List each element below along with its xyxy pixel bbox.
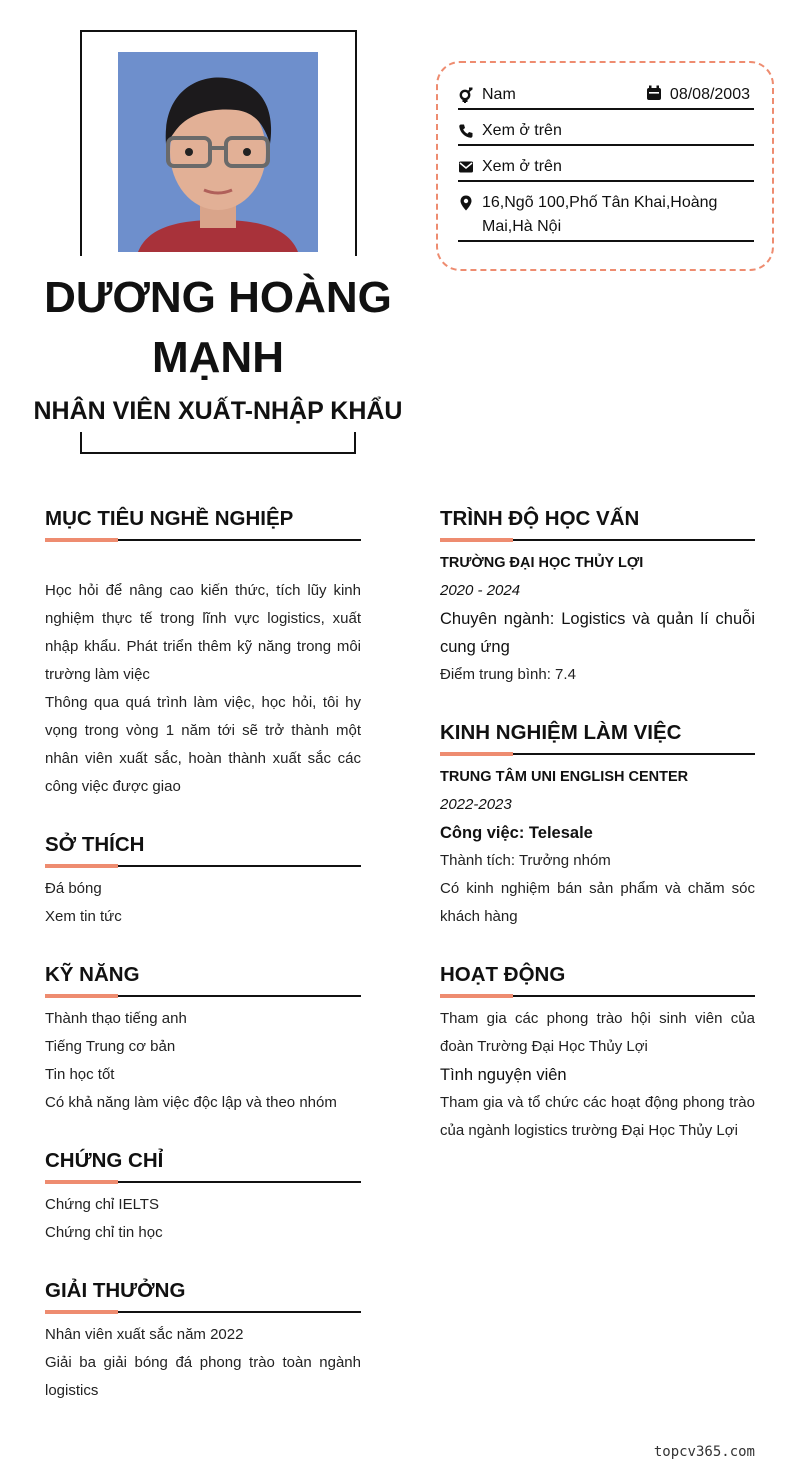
- skill-item: Có khả năng làm việc độc lập và theo nhóm: [45, 1094, 337, 1111]
- section-title: KỸ NĂNG: [45, 963, 140, 986]
- header-frame-bottom: [80, 432, 356, 454]
- award-item: Giải ba giải bóng đá phong trào toàn ngành logistics: [45, 1354, 361, 1399]
- section-activities: [440, 959, 755, 1145]
- section-career-objective: [45, 503, 361, 801]
- section-divider: [45, 539, 361, 541]
- candidate-name: DƯƠNG HOÀNG MẠNH: [44, 273, 392, 382]
- activity-item: Tham gia các phong trào hội sinh viên của đoàn Trường Đại Học Thủy Lợi: [440, 1010, 755, 1055]
- certificate-item: Chứng chỉ IELTS: [45, 1196, 159, 1213]
- certificate-item: Chứng chỉ tin học: [45, 1224, 163, 1241]
- award-item: Nhân viên xuất sắc năm 2022: [45, 1326, 244, 1343]
- education-gpa: Điểm trung bình: 7.4: [440, 666, 576, 683]
- section-certificates: [45, 1145, 361, 1247]
- experience-role: Công việc: Telesale: [440, 824, 593, 842]
- skill-item: Tiếng Trung cơ bản: [45, 1038, 176, 1055]
- section-accent-bar: [45, 994, 118, 998]
- section-skills: [45, 959, 361, 1117]
- phone-icon: [458, 123, 474, 139]
- section-divider: [45, 865, 361, 867]
- experience-description: Có kinh nghiệm bán sản phẩm và chăm sóc khách hàng: [440, 880, 755, 925]
- section-accent-bar: [45, 1180, 118, 1184]
- contact-box: [436, 61, 774, 271]
- contact-row-email: [458, 155, 754, 182]
- contact-row-address: [458, 191, 754, 242]
- address-text: 16,Ngõ 100,Phố Tân Khai,Hoàng Mai,Hà Nội: [482, 194, 718, 235]
- education-major: Chuyên ngành: Logistics và quản lí chuỗi cung ứng: [440, 610, 755, 656]
- experience-achievement: Thành tích: Trưởng nhóm: [440, 852, 611, 869]
- hobby-item: Đá bóng: [45, 880, 102, 897]
- section-title: GIẢI THƯỞNG: [45, 1279, 186, 1302]
- email-text: Xem ở trên: [482, 158, 562, 175]
- section-accent-bar: [45, 864, 118, 868]
- section-accent-bar: [440, 752, 513, 756]
- section-title: KINH NGHIỆM LÀM VIỆC: [440, 721, 682, 744]
- contact-row-phone: [458, 119, 754, 146]
- section-divider: [45, 1181, 361, 1183]
- section-education: [440, 503, 755, 689]
- activity-item: Tham gia và tổ chức các hoạt động phong trào của ngành logistics trường Đại Học Thủy Lợi: [440, 1094, 755, 1139]
- company-name: TRUNG TÂM UNI ENGLISH CENTER: [440, 769, 689, 785]
- candidate-job-title: NHÂN VIÊN XUẤT-NHẬP KHẨU: [33, 397, 403, 425]
- education-period: 2020 - 2024: [440, 582, 521, 599]
- section-divider: [440, 539, 755, 541]
- section-experience: [440, 717, 755, 931]
- section-divider: [440, 753, 755, 755]
- skill-item: Thành thạo tiếng anh: [45, 1010, 187, 1027]
- section-hobbies: [45, 829, 361, 931]
- dob-text: 08/08/2003: [669, 86, 750, 103]
- footer-watermark: topcv365.com: [653, 1444, 755, 1460]
- school-name: TRƯỜNG ĐẠI HỌC THỦY LỢI: [440, 555, 644, 571]
- experience-period: 2022-2023: [440, 796, 512, 813]
- section-accent-bar: [440, 994, 513, 998]
- location-pin-icon: [458, 195, 474, 211]
- section-title: SỞ THÍCH: [45, 833, 145, 856]
- envelope-icon: [458, 159, 474, 175]
- phone-text: Xem ở trên: [482, 122, 562, 139]
- gender-icon: [458, 87, 474, 103]
- contact-row-gender: [458, 83, 754, 110]
- dob: [646, 83, 750, 107]
- section-accent-bar: [45, 1310, 118, 1314]
- section-divider: [45, 1311, 361, 1313]
- activity-item: Tình nguyện viên: [440, 1066, 567, 1084]
- section-divider: [45, 995, 361, 997]
- section-title: CHỨNG CHỈ: [45, 1149, 164, 1172]
- objective-paragraph-2: Thông qua quá trình làm việc, học hỏi, tôi hy vọng trong vòng 1 năm tới sẽ trở thành một nhân viên xuất sắc, hoàn thành xuất sắc các công việc được giao: [45, 694, 361, 795]
- section-accent-bar: [45, 538, 118, 542]
- gender-text: Nam: [482, 86, 516, 103]
- section-accent-bar: [440, 538, 513, 542]
- section-divider: [440, 995, 755, 997]
- skill-item: Tin học tốt: [45, 1066, 115, 1083]
- calendar-icon: [646, 85, 662, 101]
- section-title: MỤC TIÊU NGHỀ NGHIỆP: [45, 507, 294, 530]
- section-title: HOẠT ĐỘNG: [440, 963, 566, 986]
- section-awards: [45, 1275, 361, 1405]
- section-title: TRÌNH ĐỘ HỌC VẤN: [440, 507, 640, 530]
- objective-paragraph-1: Học hỏi để nâng cao kiến thức, tích lũy kinh nghiệm thực tế trong lĩnh vực logistics, xuất nhập khẩu. Phát triển thêm kỹ năng trong môi trường làm việc: [45, 582, 361, 683]
- profile-photo: [118, 52, 318, 252]
- avatar-illustration: [118, 52, 318, 252]
- hobby-item: Xem tin tức: [45, 908, 122, 925]
